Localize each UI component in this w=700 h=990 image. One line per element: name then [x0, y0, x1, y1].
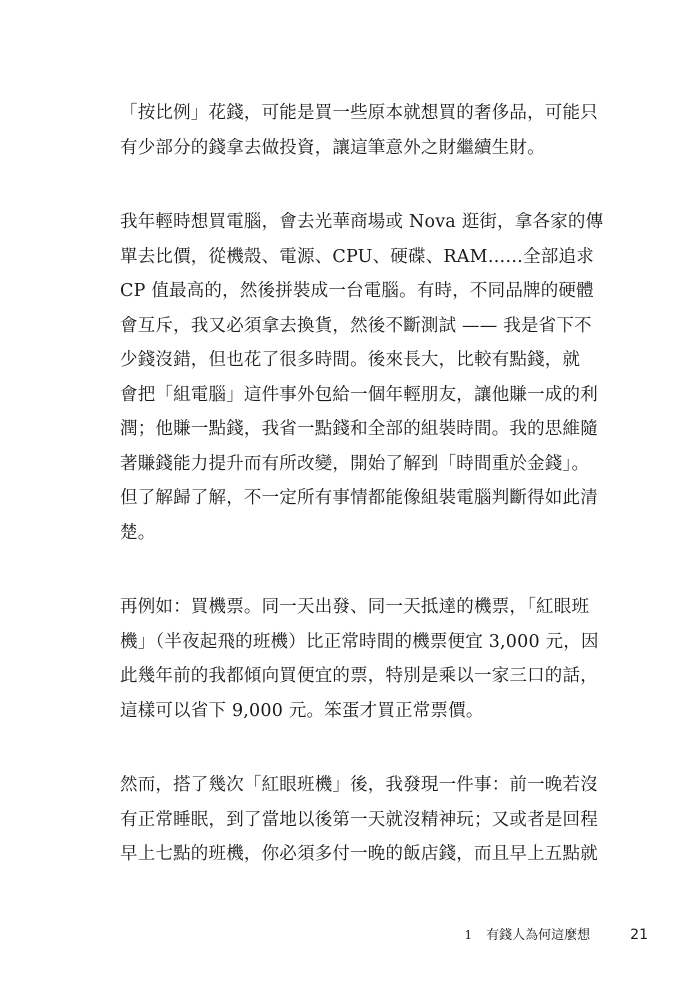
- text-line: 少錢沒錯，但也花了很多時間。後來長大，比較有點錢，就: [120, 350, 581, 370]
- text-line: 會互斥，我又必須拿去換貨，然後不斷測試 —— 我是省下不: [120, 315, 592, 336]
- text-line: 然而，搭了幾次「紅眼班機」後，我發現一件事：前一晚若沒: [120, 775, 598, 795]
- text-line: 著賺錢能力提升而有所改變，開始了解到「時間重於金錢」。: [120, 453, 590, 474]
- text-line: 會把「組電腦」這件事外包給一個年輕朋友，讓他賺一成的利: [120, 384, 598, 405]
- paragraph-1: [120, 96, 606, 165]
- text-line: 但了解歸了解，不一定所有事情都能像組裝電腦判斷得如此清: [120, 488, 598, 508]
- text-line: 再例如：買機票。同一天出發、同一天抵達的機票，「紅眼班: [120, 597, 590, 617]
- paragraph-2: [120, 205, 606, 550]
- text-line: 楚。: [120, 522, 156, 543]
- chapter-title: 有錢人為何這麼想: [486, 928, 591, 943]
- body-text: [120, 96, 606, 912]
- text-line: 潤；他賺一點錢，我省一點錢和全部的組裝時間。我的思維隨: [120, 419, 598, 439]
- paragraph-3: [120, 590, 606, 728]
- text-line: 有少部分的錢拿去做投資，讓這筆意外之財繼續生財。: [120, 137, 545, 158]
- text-line: 早上七點的班機，你必須多付一晚的飯店錢，而且早上五點就: [120, 844, 598, 864]
- page-footer: [465, 924, 648, 943]
- text-line: CP 值最高的，然後拼裝成一台電腦。有時，不同品牌的硬體: [120, 281, 594, 301]
- page-number: 21: [630, 927, 648, 943]
- text-line: 有正常睡眠，到了當地以後第一天就沒精神玩；又或者是回程: [120, 809, 598, 830]
- text-line: 機」（半夜起飛的班機）比正常時間的機票便宜 3,000 元，因: [120, 631, 599, 652]
- text-line: 我年輕時想買電腦，會去光華商場或 Nova 逛街，拿各家的傳: [120, 212, 604, 232]
- text-line: 此幾年前的我都傾向買便宜的票，特別是乘以一家三口的話，: [120, 666, 598, 686]
- text-line: 單去比價，從機殼、電源、CPU、硬碟、RAM……全部追求: [120, 246, 594, 267]
- text-line: 「按比例」花錢，可能是買一些原本就想買的奢侈品，可能只: [120, 103, 598, 123]
- paragraph-4: [120, 768, 606, 872]
- chapter-number: 1: [464, 928, 473, 942]
- text-line: 這樣可以省下 9,000 元。笨蛋才買正常票價。: [120, 700, 484, 721]
